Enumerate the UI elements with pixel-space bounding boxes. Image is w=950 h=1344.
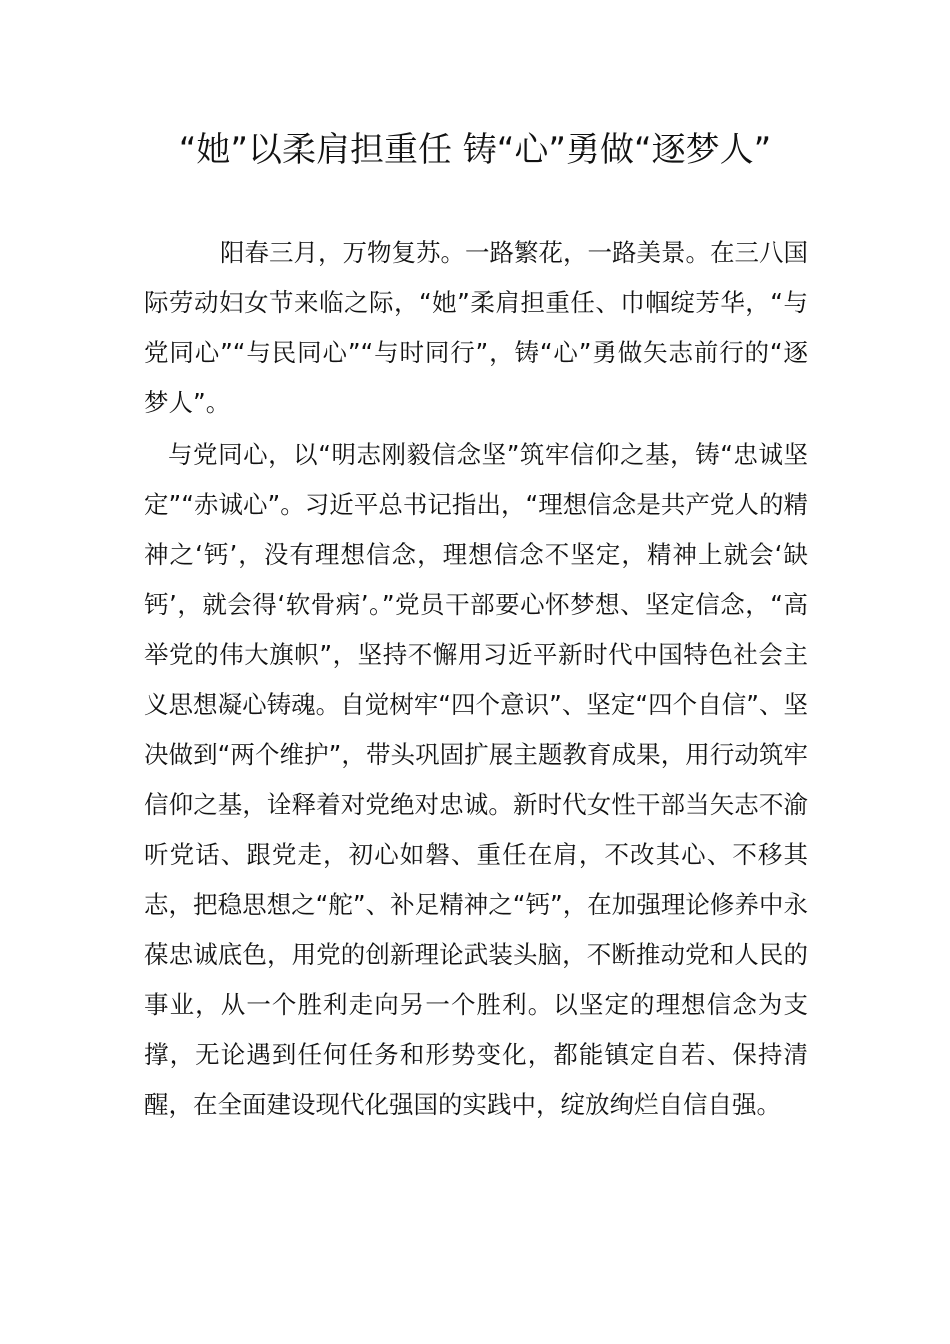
paragraph-party-loyalty: 与党同心，以“明志刚毅信念坚”筑牢信仰之基，铸“忠诚坚定”“赤诚心”。习近平总书记指出，“理想信念是共产党人的精神之‘钙’，没有理想信念，理想信念不坚定，精神上就会‘缺钙’，就会得‘软骨病’。”党员干部要心怀梦想、坚定信念，“高举党的伟大旗帜”，坚持不懈用习近平新时代中国特色社会主义思想凝心铸魂。自觉树牢“四个意识”、坚定“四个自信”、坚决做到“两个维护”，带头巩固扩展主题教育成果，用行动筑牢信仰之基，诠释着对党绝对忠诚。新时代女性干部当矢志不渝听党话、跟党走，初心如磐、重任在肩，不改其心、不移其志，把稳思想之“舵”、补足精神之“钙”，在加强理论修养中永葆忠诚底色，用党的创新理论武装头脑，不断推动党和人民的事业，从一个胜利走向另一个胜利。以坚定的理想信念为支撑，无论遇到任何任务和形势变化，都能镇定自若、保持清醒，在全面建设现代化强国的实践中，绽放绚烂自信自强。 [144,440,808,1119]
document-title: “她”以柔肩担重任 铸“心”勇做“逐梦人” [178,130,772,170]
paragraph-intro: 阳春三月，万物复苏。一路繁花，一路美景。在三八国际劳动妇女节来临之际，“她”柔肩担重任、巾帼绽芳华，“与党同心”“与民同心”“与时同行”，铸“心”勇做矢志前行的“逐梦人”。 [144,238,808,417]
document-body [144,228,808,1132]
